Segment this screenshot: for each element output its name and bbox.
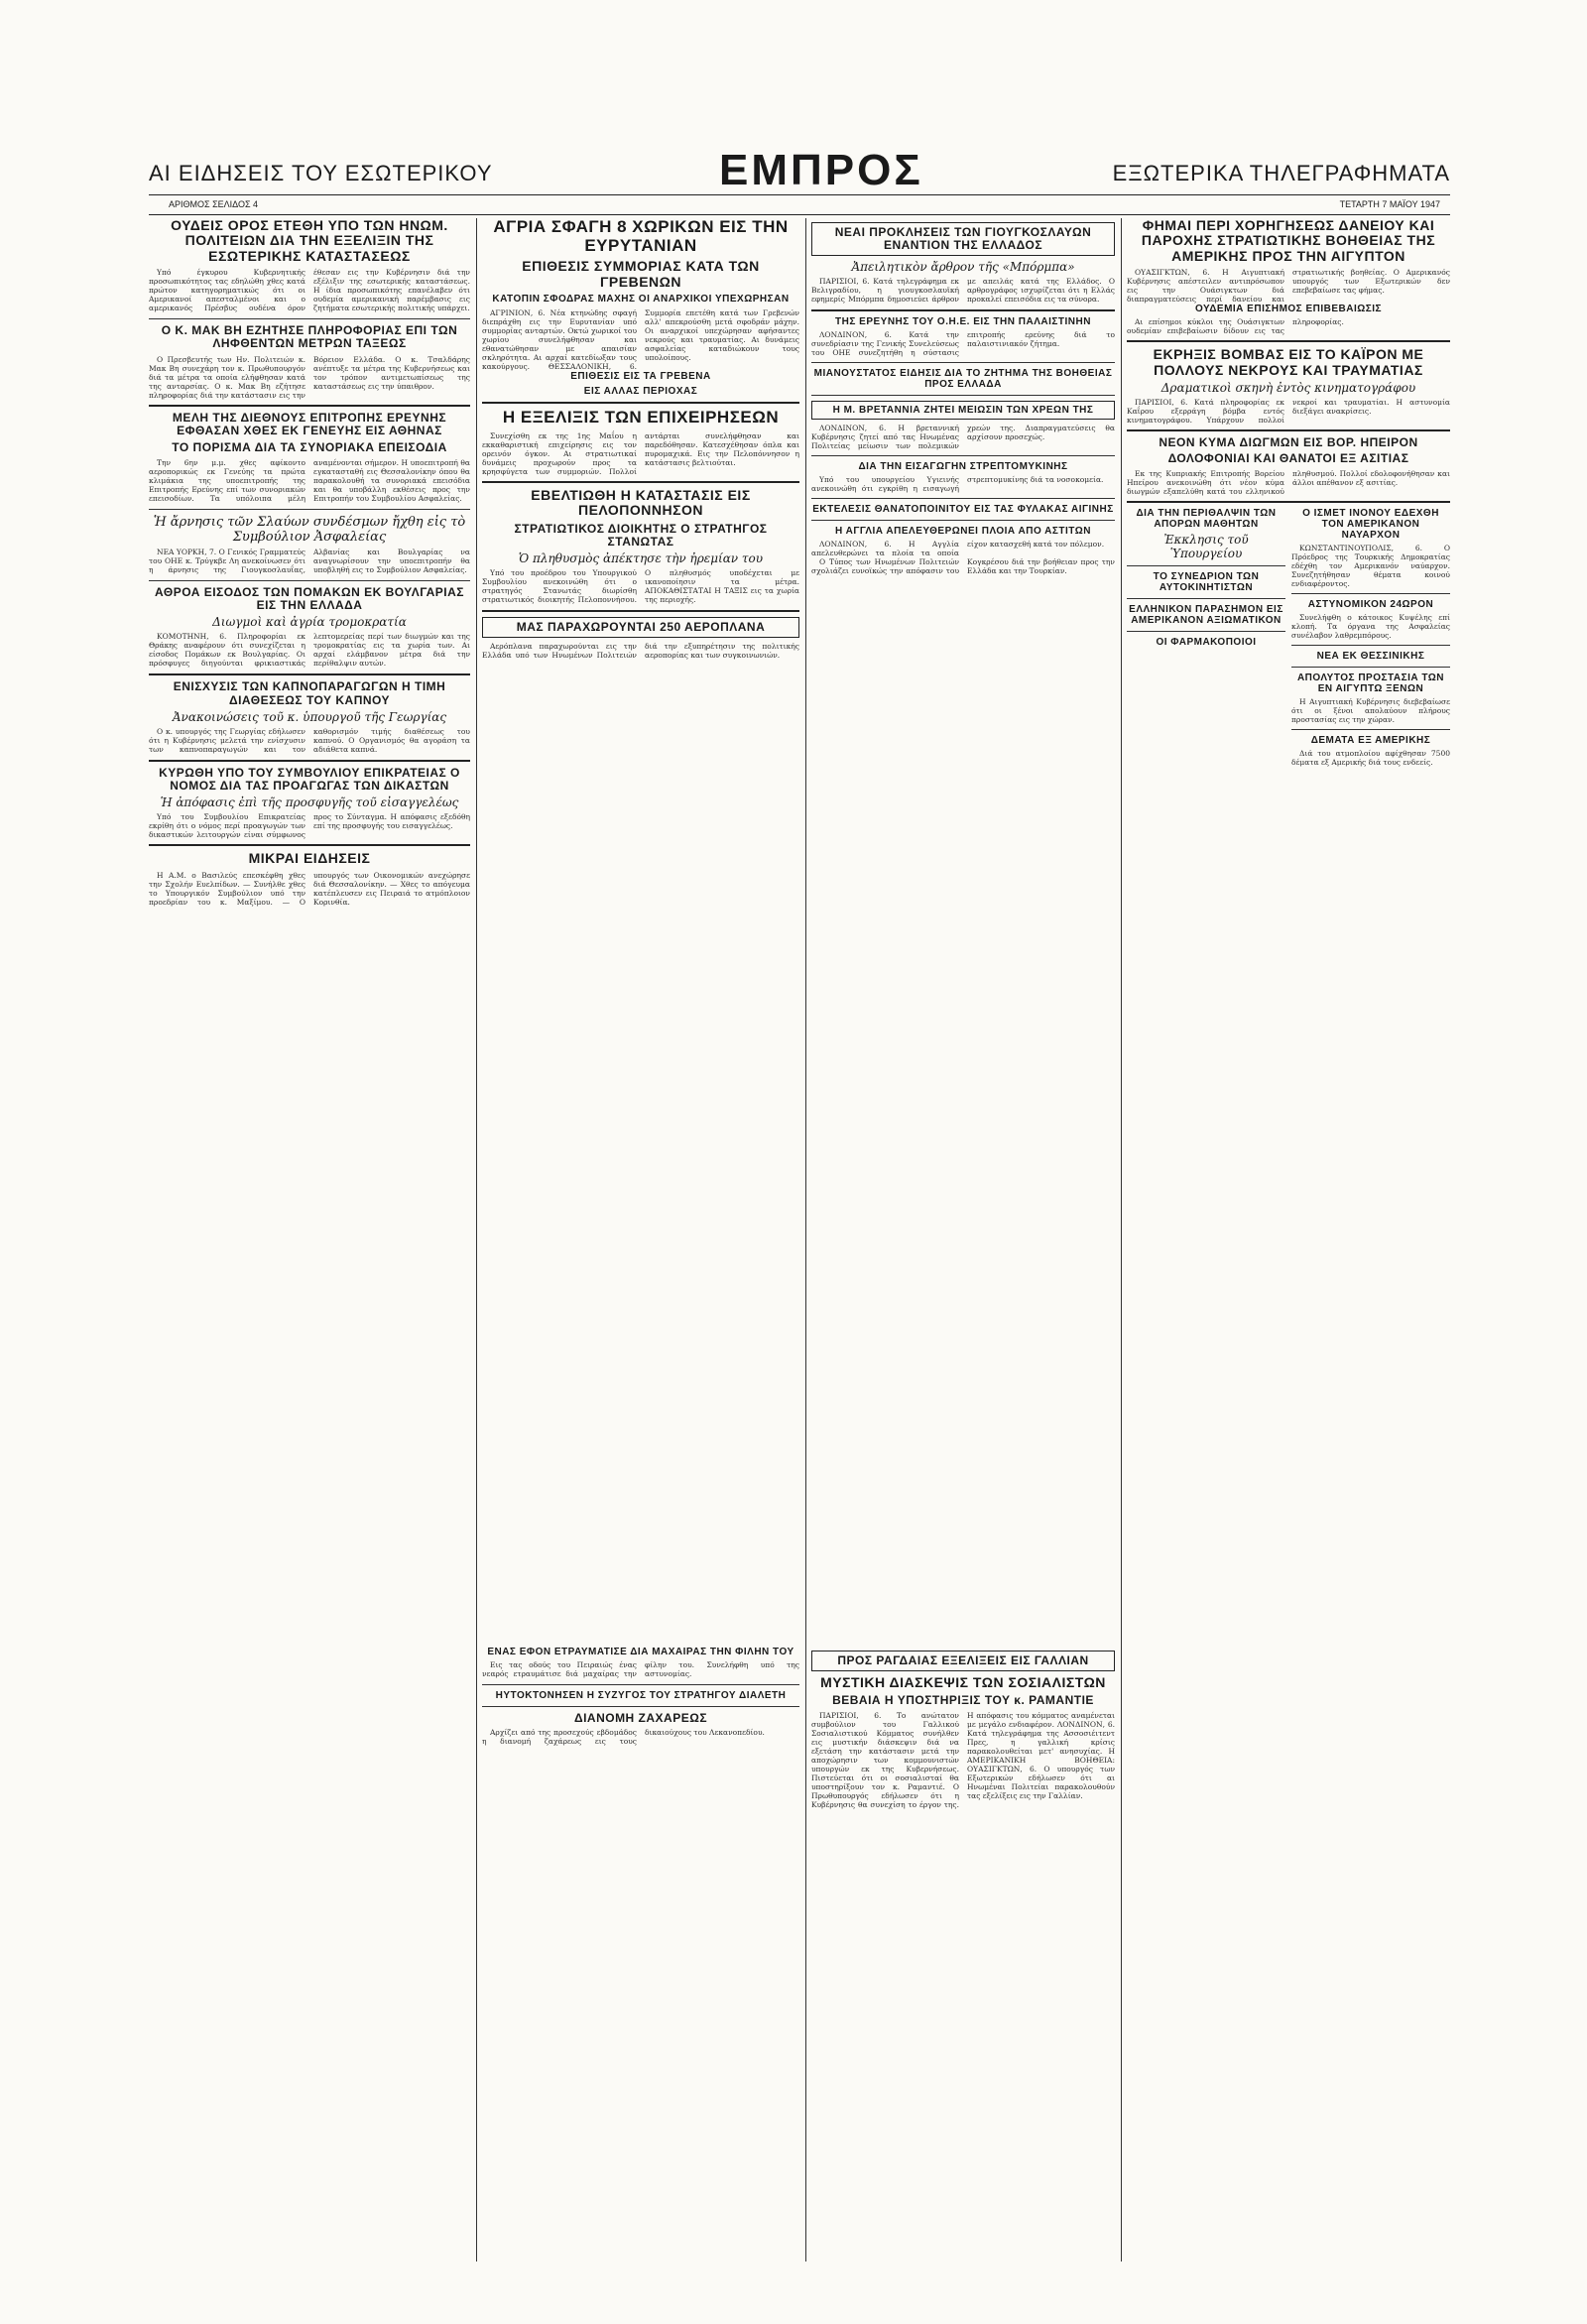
article-text: ΝΕΑ ΥΟΡΚΗ, 7. Ο Γενικός Γραμματεύς του ΟΗΕ κ. Τρύγκβε Λη ανεκοίνωσεν ότι η άρνησις της Γιουγκοσλαυΐας, Αλβανίας και Βουλγαρίας να αναγνωρίσουν την υποεπιτροπήν θα υποβληθή εις το Συμβούλιον Ασφαλείας. xyxy=(149,548,470,575)
subheadline: Ἀπειλητικὸν ἄρθρον τῆς «Μπόρμπα» xyxy=(851,260,1075,275)
headline: ΑΓΡΙΑ ΣΦΑΓΗ 8 ΧΩΡΙΚΩΝ ΕΙΣ ΤΗΝ ΕΥΡΥΤΑΝΙΑΝ xyxy=(493,218,789,255)
headline: ΔΙΑ ΤΗΝ ΠΕΡΙΘΑΛΨΙΝ ΤΩΝ ΑΠΟΡΩΝ ΜΑΘΗΤΩΝ xyxy=(1136,508,1277,531)
subheadline: ΣΤΡΑΤΙΩΤΙΚΟΣ ΔΙΟΙΚΗΤΗΣ Ο ΣΤΡΑΤΗΓΟΣ ΣΤΑΝΩΤΑΣ xyxy=(514,521,768,549)
headline: ΜΥΣΤΙΚΗ ΔΙΑΣΚΕΨΙΣ ΤΩΝ ΣΟΣΙΑΛΙΣΤΩΝ xyxy=(820,1674,1106,1691)
article-text: Εκ της Κυπριακής Επιτροπής Βορείου Ηπείρου ανεκοινώθη ότι νέον κύμα διωγμών εξαπελύθη κατά του ελληνικού πληθυσμού. Πολλοί εδολοφονήθησαν και άλλοι απέθανον εξ ασιτίας. xyxy=(1127,469,1450,497)
subbar-rule xyxy=(149,214,1450,215)
article-text: Η Αιγυπτιακή Κυβέρνησις διεβεβαίωσε ότι οι ξένοι απολαύουν πλήρους προστασίας εις την χώραν. xyxy=(1291,697,1450,725)
article-text: Ο Τύπος των Ηνωμένων Πολιτειών σχολιάζει ευνοϊκώς την απόφασιν του Κογκρέσου διά την βοήθειαν προς την Ελλάδα και την Τουρκίαν. xyxy=(811,557,1115,576)
article-text: ΚΩΝΣΤΑΝΤΙΝΟΥΠΟΛΙΣ, 6. Ο Πρόεδρος της Τουρκικής Δημοκρατίας εδέχθη τον Αμερικανόν ναύαρχον. Συνεζητήθησαν θέματα κοινού ενδιαφέροντος. xyxy=(1291,544,1450,589)
article-body xyxy=(1127,398,1450,425)
subheadline: Ὁ πληθυσμὸς ἀπέκτησε τὴν ἠρεμίαν του xyxy=(518,551,764,565)
article-text: Αερόπλανα παραχωρούνται εις την Ελλάδα υπό των Ηνωμένων Πολιτειών διά την εξυπηρέτησιν της πολιτικής αεροπορίας και των συγκοινωνιών. xyxy=(482,642,799,661)
newspaper-logo: ΕΜΠΡΟΣ xyxy=(719,146,923,194)
headline: ΤΟ ΣΥΝΕΔΡΙΟΝ ΤΩΝ ΑΥΤΟΚΙΝΗΤΙΣΤΩΝ xyxy=(1153,571,1260,594)
subheadline: ΤΟ ΠΟΡΙΣΜΑ ΔΙΑ ΤΑ ΣΥΝΟΡΙΑΚΑ ΕΠΕΙΣΟΔΙΑ xyxy=(172,439,447,454)
headline: ΗΥΤΟΚΤΟΝΗΣΕΝ Η ΣΥΖΥΓΟΣ ΤΟΥ ΣΤΡΑΤΗΓΟΥ ΔΙΑΛΕΤΗ xyxy=(495,1690,787,1701)
headline: ΑΠΟΛΥΤΟΣ ΠΡΟΣΤΑΣΙΑ ΤΩΝ ΕΝ ΑΙΓΥΠΤΩ ΞΕΝΩΝ xyxy=(1296,673,1445,695)
article-text: ΚΟΜΟΤΗΝΗ, 6. Πληροφορίαι εκ Θράκης αναφέρουν ότι συνεχίζεται η είσοδος Πομάκων εκ Βουλγαρίας. Οι πρόσφυγες διηγούνται φρικιαστικάς λεπτομερείας περί των διωγμών και της τρομοκρατίας εις τα χωρία των. Αι αρχαί ελάμβανον μέτρα διά την περίθαλψιν αυτών. xyxy=(149,632,470,669)
headline: ΟΙ ΦΑΡΜΑΚΟΠΟΙΟΙ xyxy=(1156,637,1257,649)
article-text: ΛΟΝΔΙΝΟΝ, 6. Η βρεταννική Κυβέρνησις ζητεί από τας Ηνωμένας Πολιτείας μείωσιν των πολεμικών χρεών της. Διαπραγματεύσεις θα αρχίσουν προσεχώς. xyxy=(811,424,1115,451)
masthead-rule xyxy=(149,194,1450,195)
headline: Η ΕΞΕΛΙΞΙΣ ΤΩΝ ΕΠΙΧΕΙΡΗΣΕΩΝ xyxy=(502,408,780,428)
article-body xyxy=(811,540,1115,557)
headline: ΜΕΛΗ ΤΗΣ ΔΙΕΘΝΟΥΣ ΕΠΙΤΡΟΠΗΣ ΕΡΕΥΝΗΣ ΕΦΘΑΣΑΝ ΧΘΕΣ ΕΚ ΓΕΝΕΥΗΣ ΕΙΣ ΑΘΗΝΑΣ xyxy=(172,410,447,437)
article-text: ΟΥΑΣΙΓΚΤΩΝ, 6. Η Αιγυπτιακή Κυβέρνησις απέστειλεν αντιπρόσωπον εις την Ουάσιγκτων διά διαπραγματεύσεις περί δανείου και στρατιωτικής βοηθείας. Ο Αμερικανός υπουργός των Εξωτερικών δεν επεβεβαίωσε τας φήμας. xyxy=(1127,268,1450,305)
headline: ΜΑΣ ΠΑΡΑΧΩΡΟΥΝΤΑΙ 250 ΑΕΡΟΠΛΑΝΑ xyxy=(516,620,766,634)
issue-date: ΤΕΤΑΡΤΗ 7 ΜΑΪΟΥ 1947 xyxy=(1339,199,1440,209)
column-foreign-b xyxy=(1127,218,1450,2262)
headline: ΝΕΑΙ ΠΡΟΚΛΗΣΕΙΣ ΤΩΝ ΓΙΟΥΓΚΟΣΛΑΥΩΝ ΕΝΑΝΤΙΟΝ ΤΗΣ ΕΛΛΑΔΟΣ xyxy=(834,225,1092,253)
article-body xyxy=(149,727,470,755)
column-domestic xyxy=(149,218,470,2262)
article-body xyxy=(1291,749,1450,767)
headline: ΔΙΑ ΤΗΝ ΕΙΣΑΓΩΓΗΝ ΣΤΡΕΠΤΟΜΥΚΙΝΗΣ xyxy=(858,461,1068,473)
article-body xyxy=(1127,268,1450,304)
headline: ΝΕΟΝ ΚΥΜΑ ΔΙΩΓΜΩΝ ΕΙΣ ΒΟΡ. ΗΠΕΙΡΟΝ xyxy=(1159,434,1418,449)
headline: Η Μ. ΒΡΕΤΑΝΝΙΑ ΖΗΤΕΙ ΜΕΙΩΣΙΝ ΤΩΝ ΧΡΕΩΝ ΤΗΣ xyxy=(832,405,1094,417)
article-text: ΠΑΡΙΣΙΟΙ, 6. Κατά πληροφορίας εκ Καΐρου εξερράγη βόμβα εντός κινηματογράφου. Υπάρχουν πολλοί νεκροί και τραυματίαι. Η αστυνομία διεξάγει ανακρίσεις. xyxy=(1127,397,1450,425)
left-section-title: ΑΙ ΕΙΔΗΣΕΙΣ ΤΟΥ ΕΣΩΤΕΡΙΚΟΥ xyxy=(149,161,493,185)
column-news-lower xyxy=(482,1647,799,2262)
article-text: Η Α.Μ. ο Βασιλεύς επεσκέφθη χθες την Σχολήν Ευελπίδων. — Συνήλθε χθες το Υπουργικόν Συμβούλιον υπό την προεδρίαν του κ. Μαξίμου. — Ο υπουργός των Οικονομικών ανεχώρησε διά Θεσσαλονίκην. — Χθες το απόγευμα κατέπλευσεν εις Πειραιά το ατμόπλοιον Κορινθία. xyxy=(149,870,470,907)
article-body xyxy=(149,548,470,575)
article-body xyxy=(1127,317,1450,335)
subheadline: ΔΟΛΟΦΟΝΙΑΙ ΚΑΙ ΘΑΝΑΤΟΙ ΕΞ ΑΣΙΤΙΑΣ xyxy=(1167,451,1409,466)
article-text: Συνεχίσθη εκ της 1ης Μαΐου η εκκαθαριστική επιχείρησις εις τον ορεινόν όγκον. Αι στρατιωτικαί δυνάμεις προχωρούν προς τα κρησφύγετα των συμμοριών. Πολλοί αντάρται συνελήφθησαν και παρεδόθησαν. Κατεσχέθησαν όπλα και πυρομαχικά. Εις την Πελοπόννησον η κατάστασις βελτιούται. xyxy=(482,430,799,476)
subheadline: Ἡ ἀπόφασις ἐπὶ τῆς προσφυγῆς τοῦ εἰσαγγελέως xyxy=(160,795,459,810)
headline: ΑΣΤΥΝΟΜΙΚΟΝ 24ΩΡΟΝ xyxy=(1307,599,1434,611)
article-text: ΛΟΝΔΙΝΟΝ, 6. Κατά την συνεδρίασιν της Γενικής Συνελεύσεως του ΟΗΕ συνεζητήθη η σύστασις επιτροπής ερεύνης διά το παλαιστινιακόν ζήτημα. xyxy=(811,330,1115,358)
article-text: Εις τας οδούς του Πειραιώς ένας νεαρός ετραυμάτισε διά μαχαίρας την φίλην του. Συνελήφθη υπό της αστυνομίας. xyxy=(482,1660,799,1678)
article-body xyxy=(149,355,470,400)
article-text: Συνελήφθη ο κάτοικος Κυψέλης επί κλοπή. Τα όργανα της Ασφαλείας συνέλαβον λαθρεμπόρους. xyxy=(1291,613,1450,641)
article-text: Αι επίσημοι κύκλοι της Ουάσιγκτων ουδεμίαν επιβεβαίωσιν δίδουν εις τας πληροφορίας. xyxy=(1127,317,1344,336)
article-body xyxy=(811,1711,1115,1809)
headline: Ἡ ἄρνησις τῶν Σλαύων συνδέσμων ἤχθη εἰς τὸ Συμβούλιον Ἀσφαλείας xyxy=(153,515,466,546)
article-body xyxy=(1127,469,1450,496)
article-body xyxy=(1291,613,1450,640)
headline: Ο ΙΣΜΕΤ ΙΝΟΝΟΥ ΕΔΕΧΘΗ ΤΟΝ ΑΜΕΡΙΚΑΝΟΝ ΝΑΥΑΡΧΟΝ xyxy=(1302,508,1439,542)
headline: ΕΝΙΣΧΥΣΙΣ ΤΩΝ ΚΑΠΝΟΠΑΡΑΓΩΓΩΝ Η ΤΙΜΗ ΔΙΑΘΕΣΕΩΣ ΤΟΥ ΚΑΠΝΟΥ xyxy=(173,679,446,707)
article-body xyxy=(482,431,799,476)
article-text: ΛΟΝΔΙΝΟΝ, 6. Η Αγγλία απελευθερώνει τα πλοία τα οποία είχον κατασχεθή κατά τον πόλεμον. xyxy=(811,540,1105,558)
article-body xyxy=(149,458,470,504)
article-text: Ο κ. υπουργός της Γεωργίας εδήλωσεν ότι η Κυβέρνησις μελετά την ενίσχυσιν των καπνοπαραγωγών και τον καθορισμόν τιμής διαθέσεως του καπνού. Ο Οργανισμός θα αγοράση τα αδιάθετα καπνά. xyxy=(149,726,470,754)
article-body xyxy=(482,642,799,661)
article-body xyxy=(482,308,799,371)
subheadline: Ἐκκλησις τοῦ Ὑπουργείου xyxy=(1163,533,1249,561)
subheadline: ΒΕΒΑΙΑ Η ΥΠΟΣΤΗΡΙΞΙΣ ΤΟΥ κ. ΡΑΜΑΝΤΙΕ xyxy=(832,1692,1094,1707)
headline: ΔΕΜΑΤΑ ΕΞ ΑΜΕΡΙΚΗΣ xyxy=(1310,735,1431,747)
article-body xyxy=(811,475,1115,493)
article-body xyxy=(149,268,470,313)
headline: ΜΙΑΝΟΥΣΤΑΤΟΣ ΕΙΔΗΣΙΣ ΔΙΑ ΤΟ ΖΗΤΗΜΑ ΤΗΣ ΒΟΗΘΕΙΑΣ ΠΡΟΣ ΕΛΛΑΔΑ xyxy=(813,368,1113,391)
headline: ΟΥΔΕΜΙΑ ΕΠΙΣΗΜΟΣ ΕΠΙΒΕΒΑΙΩΣΙΣ xyxy=(1194,304,1383,315)
headline: ΕΝΑΣ ΕΦΟΝ ΕΤΡΑΥΜΑΤΙΣΕ ΔΙΑ ΜΑΧΑΙΡΑΣ ΤΗΝ ΦΙΛΗΝ ΤΟΥ xyxy=(487,1647,794,1657)
headline: ΕΒΕΛΤΙΩΘΗ Η ΚΑΤΑΣΤΑΣΙΣ ΕΙΣ ΠΕΛΟΠΟΝΝΗΣΟΝ xyxy=(531,486,751,519)
headline: Ο Κ. ΜΑΚ ΒΗ ΕΖΗΤΗΣΕ ΠΛΗΡΟΦΟΡΙΑΣ ΕΠΙ ΤΩΝ ΛΗΦΘΕΝΤΩΝ ΜΕΤΡΩΝ ΤΑΞΕΩΣ xyxy=(161,323,458,351)
subbar xyxy=(149,196,1450,212)
article-body xyxy=(811,330,1115,357)
article-france xyxy=(811,1647,1115,2262)
headline: ΝΕΑ ΕΚ ΘΕΣΣΙΝΙΚΗΣ xyxy=(1316,651,1425,663)
section-title: ΕΠΙΘΕΣΙΣ ΕΙΣ ΤΑ ΓΡΕΒΕΝΑ xyxy=(570,371,711,383)
section-title: ΕΙΣ ΑΛΛΑΣ ΠΕΡΙΟΧΑΣ xyxy=(583,386,698,398)
newspaper-page xyxy=(149,146,1450,2262)
headline: ΦΗΜΑΙ ΠΕΡΙ ΧΟΡΗΓΗΣΕΩΣ ΔΑΝΕΙΟΥ ΚΑΙ ΠΑΡΟΧΗΣ ΣΤΡΑΤΙΩΤΙΚΗΣ ΒΟΗΘΕΙΑΣ ΤΗΣ ΑΜΕΡΙΚΗΣ ΠΡΟΣ ΤΗΝ ΑΙΓΥΠΤΟΝ xyxy=(1141,218,1436,264)
article-text: Υπό του Συμβουλίου Επικρατείας εκρίθη ότι ο νόμος περί προαγωγών των δικαστικών λειτουργών είναι σύμφωνος προς το Σύνταγμα. Η απόφασις εξεδόθη επί της προσφυγής του εισαγγελέως. xyxy=(149,812,470,840)
article-text: Διά του ατμοπλοίου αφίχθησαν 7500 δέματα εξ Αμερικής διά τους ενδεείς. xyxy=(1291,749,1450,768)
subheadline: Διωγμοὶ καὶ ἀγρία τρομοκρατία xyxy=(212,615,407,630)
page-number: ΑΡΙΘΜΟΣ ΣΕΛΙΔΟΣ 4 xyxy=(169,199,259,209)
headline: ΜΙΚΡΑΙ ΕΙΔΗΣΕΙΣ xyxy=(248,850,371,867)
headline: ΑΘΡΟΑ ΕΙΣΟΔΟΣ ΤΩΝ ΠΟΜΑΚΩΝ ΕΚ ΒΟΥΛΓΑΡΙΑΣ ΕΙΣ ΤΗΝ ΕΛΛΑΔΑ xyxy=(155,585,464,613)
headline: ΟΥΔΕΙΣ ΟΡΟΣ ΕΤΕΘΗ ΥΠΟ ΤΩΝ ΗΝΩΜ. ΠΟΛΙΤΕΙΩΝ ΔΙΑ ΤΗΝ ΕΞΕΛΙΞΙΝ ΤΗΣ ΕΣΩΤΕΡΙΚΗΣ ΚΑΤΑΣΤΑΣΕΩΣ xyxy=(171,218,448,264)
article-body xyxy=(1291,697,1450,724)
article-body xyxy=(482,1728,799,1746)
subheadline: Ἀνακοινώσεις τοῦ κ. ὑπουργοῦ τῆς Γεωργίας xyxy=(172,709,447,724)
headline: ΔΙΑΝΟΜΗ ΖΑΧΑΡΕΩΣ xyxy=(573,1711,708,1725)
headline: Η ΑΓΓΛΙΑ ΑΠΕΛΕΥΘΕΡΩΝΕΙ ΠΛΟΙΑ ΑΠΟ ΑΣΤΙΤΩΝ xyxy=(835,526,1091,538)
article-text: Υπό έγκυρου Κυβερνητικής προσωπικότητος τας εδηλώθη χθες κατά πρώτον κατηγορηματικώς ότι οι Αμερικανοί απεσταλμένοι και ο αμερικανός Πρέσβυς ουδένα όρον έθεσαν εις την Κυβέρνησιν διά την εξέλιξιν της εσωτερικής καταστάσεως. Η ίδια προσωπικότης επανέλαβεν ότι ουδεμία αμερικανική παρέμβασις εις ζητήματα εσωτερικής πολιτικής υπάρχει. xyxy=(149,268,470,313)
article-body xyxy=(149,871,470,908)
article-text: Υπό του υπουργείου Υγιεινής ανεκοινώθη ότι εγκρίθη η εισαγωγή στρεπτομυκίνης διά τα νοσοκομεία. xyxy=(811,475,1104,494)
subheadline: Δραματικοὶ σκηνὴ ἐντὸς κινηματογράφου xyxy=(1160,380,1416,395)
article-text: ΠΑΡΙΣΙΟΙ, 6. Κατά τηλεγράφημα εκ Βελιγραδίου, η γιουγκοσλαυϊκή εφημερίς Μπόρμπα δημοσιεύει άρθρον με απειλάς κατά της Ελλάδος. Ο αρθρογράφος ισχυρίζεται ότι η Ελλάς προκαλεί επεισόδια εις τα σύνορα. xyxy=(811,277,1115,305)
masthead xyxy=(149,146,1450,194)
article-body xyxy=(811,424,1115,450)
article-text: Αρχίζει από της προσεχούς εβδομάδος η διανομή ζαχάρεως εις τους δικαιούχους του Λεκανοπεδίου. xyxy=(482,1728,765,1747)
article-body xyxy=(482,1660,799,1679)
article-body xyxy=(149,632,470,669)
column-foreign-a xyxy=(811,218,1115,1647)
column-news xyxy=(482,218,799,1647)
column-separator xyxy=(1121,218,1122,2262)
article-body xyxy=(811,557,1115,576)
column-separator xyxy=(805,218,806,2262)
headline: ΚΥΡΩΘΗ ΥΠΟ ΤΟΥ ΣΥΜΒΟΥΛΙΟΥ ΕΠΙΚΡΑΤΕΙΑΣ Ο ΝΟΜΟΣ ΔΙΑ ΤΑΣ ΠΡΟΑΓΩΓΑΣ ΤΩΝ ΔΙΚΑΣΤΩΝ xyxy=(159,765,460,794)
headline: ΠΡΟΣ ΡΑΓΔΑΙΑΣ ΕΞΕΛΙΞΕΙΣ ΕΙΣ ΓΑΛΛΙΑΝ xyxy=(837,1653,1089,1667)
article-text: Ο Πρεσβευτής των Ην. Πολιτειών κ. Μακ Βη συνεχάρη τον κ. Πρωθυπουργόν διά τα μέτρα τα οποία ελήφθησαν κατά της ανταρσίας. Ο κ. Μακ Βη εζήτησε πληροφορίας διά την κατάστασιν εις την Βόρειον Ελλάδα. Ο κ. Τσαλδάρης ανέπτυξε τα μέτρα της Κυβερνήσεως και τον τρόπον αντιμετωπίσεως της καταστάσεως εις την ύπαιθρον. xyxy=(149,354,470,400)
article-body xyxy=(482,568,799,605)
article-text: ΑΓΡΙΝΙΟΝ, 6. Νέα κτηνώδης σφαγή διεπράχθη εις την Ευρυτανίαν υπό συμμορίας ανταρτών. Οκτώ χωρικοί του χωρίου συνελήφθησαν και εθανατώθησαν με απαισίαν σκληρότητα. Αι αρχαί κατεδίωξαν τους κακούργους. ΘΕΣΣΑΛΟΝΙΚΗ, 6. Συμμορία επετέθη κατά των Γρεβενών αλλ' απεκρούσθη μετά σφοδράν μάχην. Οι αναρχικοί υπεχώρησαν αφήσαντες νεκρούς και τραυματίας. Αι δυνάμεις ασφαλείας καταδιώκουν τους υπολοίπους. xyxy=(482,308,799,372)
column-separator xyxy=(476,218,477,2262)
article-text: Την 6ην μ.μ. χθες αφίκοντο αεροπορικώς εκ Γενεύης τα πρώτα κλιμάκια της υποεπιτροπής της Επιτροπής Ερεύνης επί των συνοριακών επεισοδίων. Τα υπόλοιπα μέλη αναμένονται σήμερον. Η υποεπιτροπή θα εγκατασταθή εις Θεσσαλονίκην όπου θα παρακολουθή τα συνοριακά επεισόδια και θα υποβάλλη εκθέσεις προς την Επιτροπήν του Συμβουλίου Ασφαλείας. xyxy=(149,458,470,504)
article-body xyxy=(149,812,470,839)
headline: ΤΗΣ ΕΡΕΥΝΗΣ ΤΟΥ Ο.Η.Ε. ΕΙΣ ΤΗΝ ΠΑΛΑΙΣΤΙΝΗΝ xyxy=(835,316,1091,328)
headline: ΕΚΡΗΞΙΣ ΒΟΜΒΑΣ ΕΙΣ ΤΟ ΚΑΪΡΟΝ ΜΕ ΠΟΛΛΟΥΣ ΝΕΚΡΟΥΣ ΚΑΙ ΤΡΑΥΜΑΤΙΑΣ xyxy=(1153,346,1424,378)
right-section-title: ΕΞΩΤΕΡΙΚΑ ΤΗΛΕΓΡΑΦΗΜΑΤΑ xyxy=(1112,161,1450,185)
headline: ΕΛΛΗΝΙΚΟΝ ΠΑΡΑΣΗΜΟΝ ΕΙΣ ΑΜΕΡΙΚΑΝΟΝ ΑΞΙΩΜΑΤΙΚΟΝ xyxy=(1129,604,1283,627)
subheadline: ΕΠΙΘΕΣΙΣ ΣΥΜΜΟΡΙΑΣ ΚΑΤΑ ΤΩΝ ΓΡΕΒΕΝΩΝ xyxy=(522,258,760,290)
article-body xyxy=(811,277,1115,305)
subheadline: ΚΑΤΟΠΙΝ ΣΦΟΔΡΑΣ ΜΑΧΗΣ ΟΙ ΑΝΑΡΧΙΚΟΙ ΥΠΕΧΩΡΗΣΑΝ xyxy=(492,294,790,306)
article-body xyxy=(1291,544,1450,588)
article-text: ΠΑΡΙΣΙΟΙ, 6. Το ανώτατον συμβούλιον του Γαλλικού Σοσιαλιστικού Κόμματος συνήλθεν εις μυστικήν διάσκεψιν διά να εξετάση την κατάστασιν μετά την αποχώρησιν των κομμουνιστών υπουργών εκ της Κυβερνήσεως. Πιστεύεται ότι οι σοσιαλισταί θα υποστηρίξουν τον κ. Ραμαντιέ. Ο Πρωθυπουργός εδήλωσεν ότι η Κυβέρνησις θα συνεχίση το έργον της. Η απόφασις του κόμματος αναμένεται με μεγάλο ενδιαφέρον. ΛΟΝΔΙΝΟΝ, 6. Κατά τηλεγράφημα της Ασσοσιέιτεντ Πρες, η γαλλική κρίσις παρακολουθείται μετ' ανησυχίας. Η ΑΜΕΡΙΚΑΝΙΚΗ ΒΟΗΘΕΙΑ: ΟΥΑΣΙΓΚΤΩΝ, 6. Ο υπουργός των Εξωτερικών εδήλωσεν ότι αι Ηνωμέναι Πολιτείαι παρακολουθούν τας εξελίξεις εις την Γαλλίαν. xyxy=(811,1710,1115,1809)
article-text: Υπό του προέδρου του Υπουργικού Συμβουλίου ανεκοινώθη ότι ο στρατηγός Στανωτάς διωρίσθη στρατιωτικός διοικητής Πελοποννήσου. Ο πληθυσμός υποδέχεται με ικανοποίησιν τα μέτρα. ΑΠΟΚΑΘΙΣΤΑΤΑΙ Η ΤΑΞΙΣ εις τα χωρία της περιοχής. xyxy=(482,568,799,604)
headline: ΕΚΤΕΛΕΣΙΣ ΘΑΝΑΤΟΠΟΙΝΙΤΟΥ ΕΙΣ ΤΑΣ ΦΥΛΑΚΑΣ ΑΙΓΙΝΗΣ xyxy=(812,504,1114,516)
